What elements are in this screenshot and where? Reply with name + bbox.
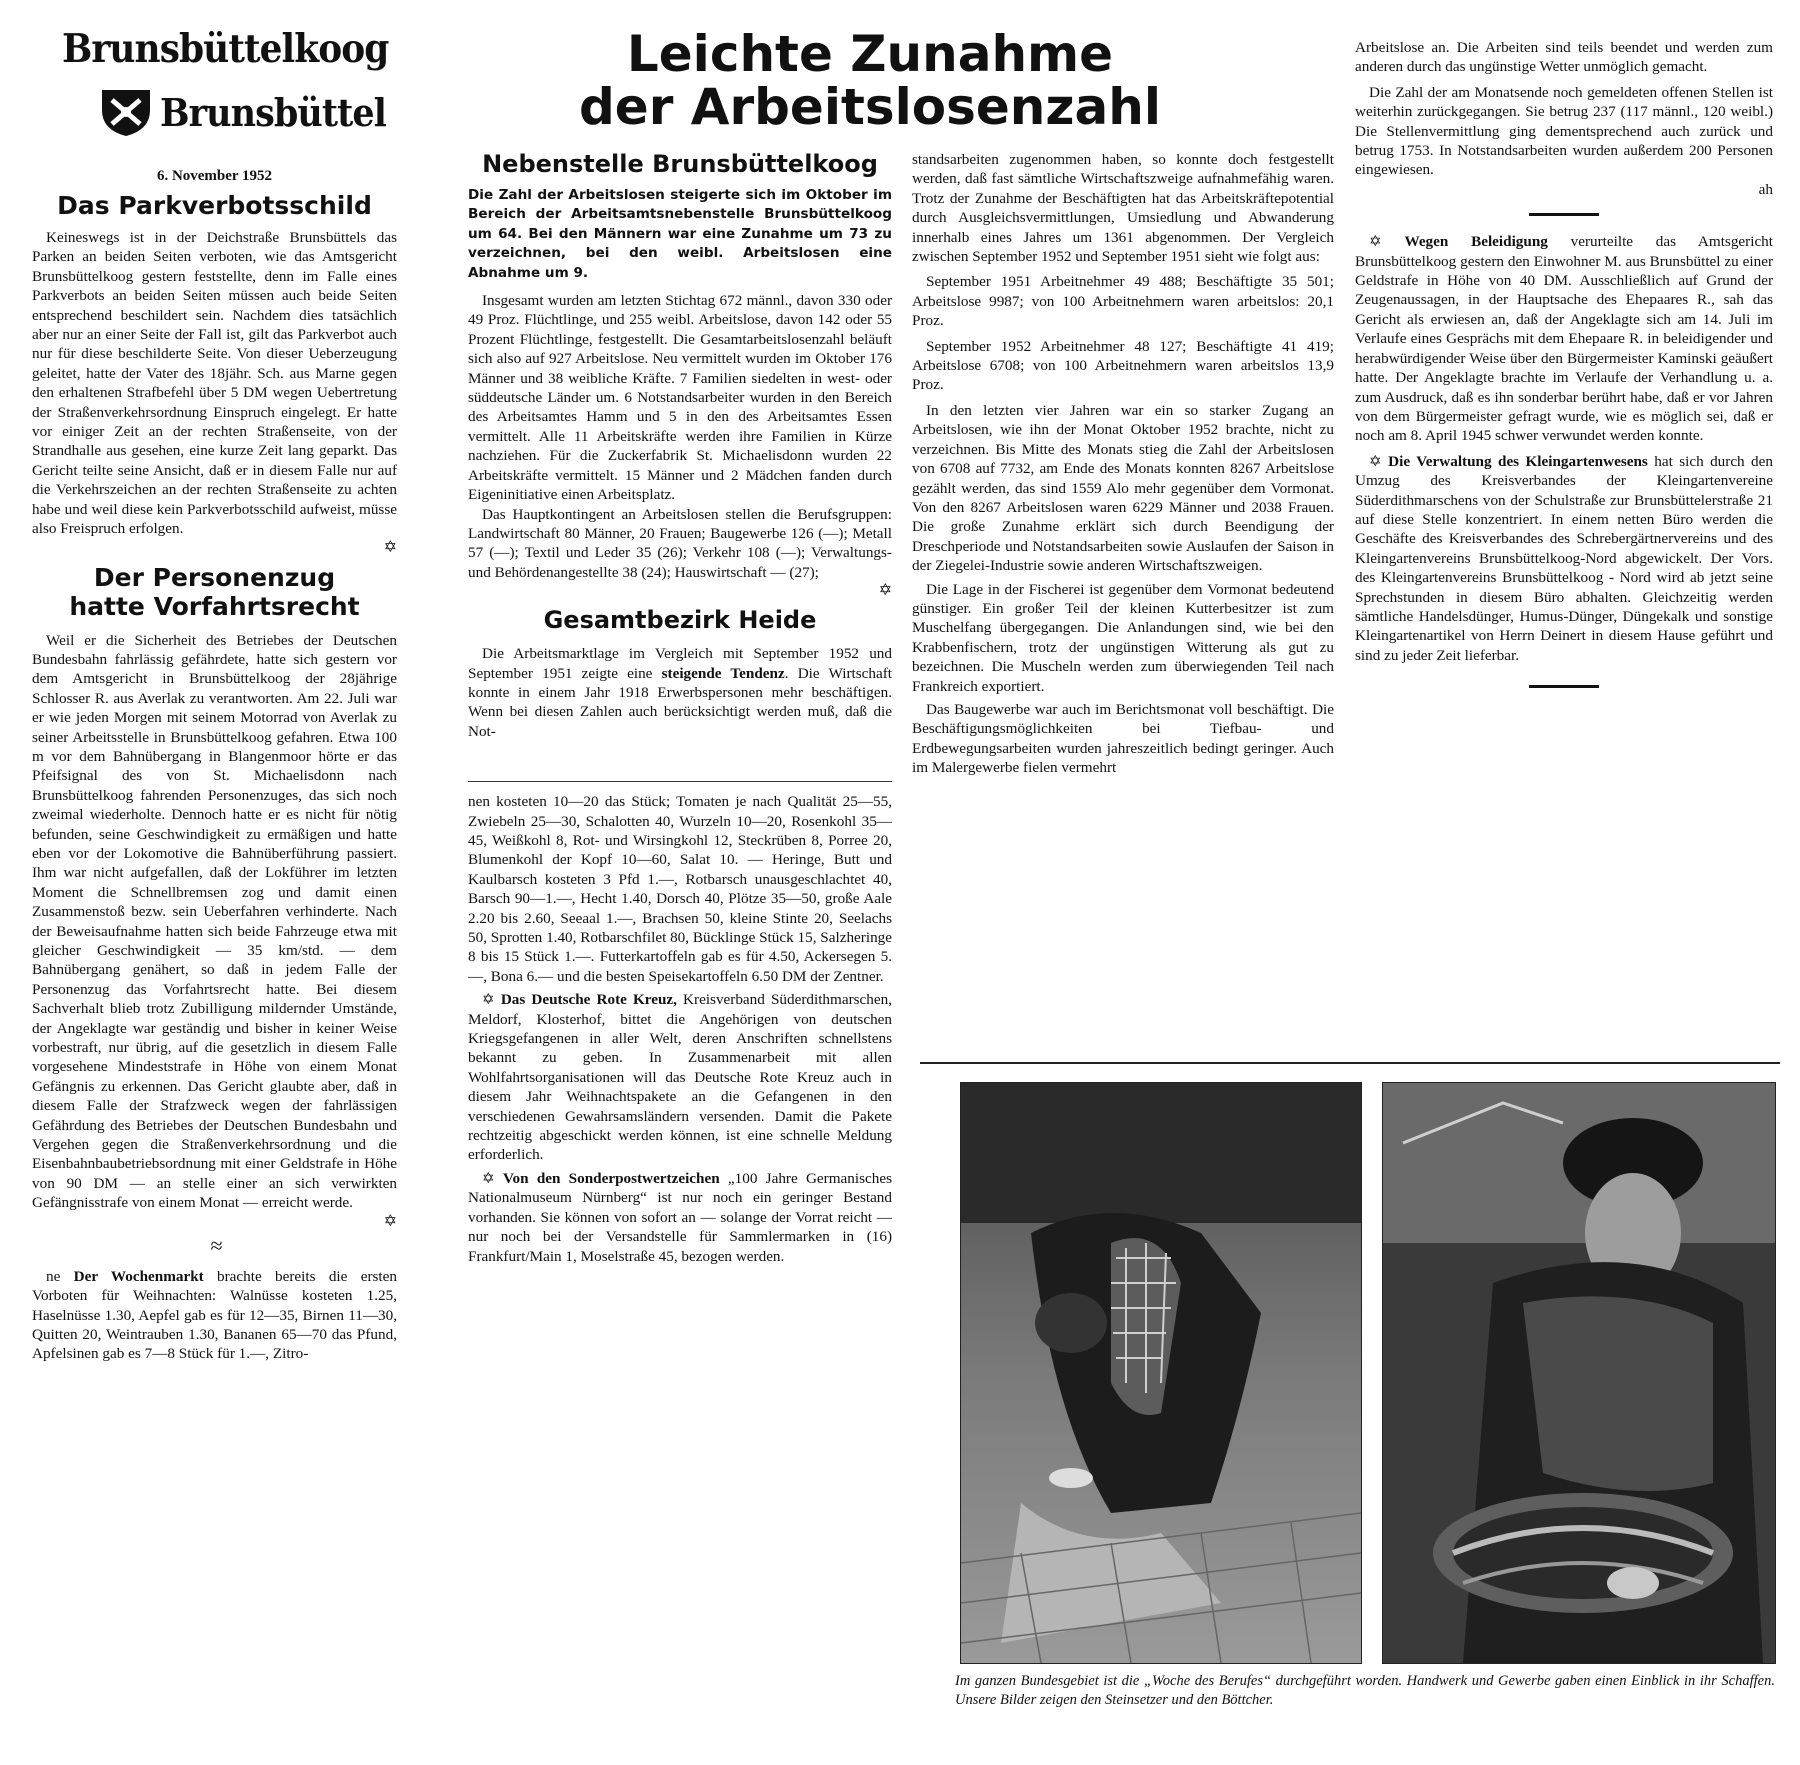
- star-ornament-icon: ✡: [878, 582, 892, 600]
- star-ornament-icon: ✡: [1369, 233, 1405, 251]
- star-ornament-icon: ✡: [482, 991, 501, 1009]
- star-ornament-icon: ✡: [482, 1169, 503, 1187]
- wochenmarkt-lead: ne: [46, 1267, 61, 1285]
- beleidigung-title: Wegen Beleidigung: [1404, 233, 1548, 251]
- star-ornament-icon: ✡: [383, 1212, 397, 1230]
- article-kleingarten: [1355, 452, 1773, 665]
- article-nebenstelle-1: Insgesamt wurden am letzten Stichtag 672 männl., davon 330 oder 49 Proz. Flüchtlinge, und 255 weibl. Arbeitslose, davon 142 oder 55 Prozent Flüchtlinge, festgestellt. Die Gesamtarbeitslosenzahl beläuft sich also auf 927 Arbeitslose. Neu vermittelt wurden im Oktober 176 Männer und 38 weibliche Kräfte. 7 Familien siedelten in west- oder süddeutsche Länder um. 6 Notstandsarbeiter wurden in den Bereich des Arbeitsamtes Hamm und 5 in den des Arbeitsamtes Essen vermittelt. Alle 11 Arbeitskräfte werden ihre Familien in Kürze nachziehen. Für die Zuckerfabrik St. Michaelisdonn wurden 22 Arbeitskräfte vermittelt. 15 Männer und 2 Mädchen fanden durch Eigeninitiative einen Arbeitsplatz.: [468, 292, 892, 504]
- photo-divider-line: [920, 1062, 1780, 1064]
- article-signature: ah: [1758, 180, 1773, 198]
- article-heide: [468, 644, 892, 741]
- column-1: [32, 0, 397, 1364]
- star-ornament-icon: ✡: [383, 538, 397, 556]
- headline-personenzug-1: Der Personenzug: [93, 562, 336, 592]
- masthead: [32, 0, 397, 158]
- kleingarten-text: hat sich durch den Umzug des Kreisverbandes der Kleingartenvereine Süderdithmarschens von der Schulstraße zur Brunsbüttelerstraße 21 auf diese Stelle konzentriert. In einem netten Büro werden die Geschäfte des Kreisverbandes des Schrebergärtnervereins und des Kleingartenvereins Brunsbüttelkoog-Nord abgewickelt. Der Vors. des Kleingartenvereins Brunsbüttelkoog - Nord wird ab jetzt seine Sprechstunden in diesem Büro abhalten. Gleichzeitig werden sämtliche Handelsdünger, Humus-Dünger, Düngekalk und sonstige Kleingartenartikel von Herrn Deinert in diesem Hause geführt und sind zu jeder Zeit lieferbar.: [1355, 452, 1773, 664]
- article-nebenstelle-2: Das Hauptkontingent an Arbeitslosen stellen die Berufsgruppen: Landwirtschaft 80 Männer, 20 Frauen; Baugewerbe 126 (—); Metall 57 (—); Textil und Leder 35 (26); Verkehr 108 (—); Verwaltungs- und Behördenangestellte 38 (24); Hauswirtschaft — (27);: [468, 505, 892, 581]
- masthead-date: 6. November 1952: [156, 168, 273, 184]
- masthead-title-line1: Brunsbüttelkoog: [62, 26, 389, 72]
- article-wochenmarkt-cont: nen kosteten 10—20 das Stück; Tomaten je nach Qualität 25—55, Zwiebeln 25—30, Schalotten 40, Wurzeln 10—20, Rosenkohl 35—45, Weißkohl 8, Rot- und Wirsingkohl 12, Steckrüben 8, Porree 20, Blumenkohl der Kopf 10—60, Salat 10. — Heringe, Butt und Kaulbarsch kosteten 3 Pfd 1.—, Rotbarsch unausgeschlachtet 40, Barsch 90—1.—, Hecht 1.40, Dorsch 40, Plötze 35—50, große Aale 2.20 bis 2.60, Seeaal 1.—, Brachsen 50, kleine Stinte 20, Seelachs 50, Sprotten 1.40, Rotbarschfilet 80, Bücklinge Stück 15, Salzheringe 8 bis 15 Stück 1.—. Futterkartoffeln gab es für 4.50, Ackersegen 5.—, Bona 6.— und die besten Speisekartoffeln 6.50 DM der Zentner.: [468, 793, 892, 985]
- drk-text: Kreisverband Süderdithmarschen, Meldorf, Klosterhof, bittet die Angehörigen von deutschen Kriegsgefangenen in aller Welt, deren Anschriften schnellstens bekannt zu geben. In Zusammenarbeit mit allen Wohlfahrtsorganisationen will das Deutsche Rote Kreuz auch in diesem Jahr Weihnachtspakete an die Gefangenen in den verschiedenen Gewahrsamsländern versenden. Damit die Pakete rechtzeitig abgeschickt werden können, ist eine schnelle Meldung erforderlich.: [468, 991, 892, 1164]
- column-3: [912, 150, 1334, 778]
- article-wochenmarkt: [32, 1267, 397, 1364]
- heide-text-c: . Die Wirtschaft konnte in einem Jahr 1918 Erwerbspersonen mehr beschäftigen. Wenn bei diesen Zahlen auch berücksichtigt werden muß, daß die Not-: [468, 664, 893, 740]
- column-4: [1355, 38, 1773, 702]
- section-divider: ≈: [210, 1232, 219, 1258]
- heide-text-b: steigende Tendenz: [661, 664, 785, 682]
- article-beleidigung: [1355, 232, 1773, 445]
- photo-caption: Im ganzen Bundesgebiet ist die „Woche des Berufes“ durchgeführt worden. Handwerk und Gewerbe gaben einen Einblick in ihr Schaffen. Unsere Bilder zeigen den Steinsetzer und den Böttcher.: [955, 1673, 1775, 1708]
- photo-steinsetzer: [960, 1082, 1362, 1664]
- stats-1951: September 1951 Arbeitnehmer 49 488; Beschäftigte 35 501; Arbeitslose 9987; von 100 Arbeitnehmern waren arbeitslos: 20,1 Proz.: [912, 273, 1334, 330]
- article-parkverbot: Keineswegs ist in der Deichstraße Brunsbüttels das Parken an beiden Seiten verboten, wie das Amtsgericht Brunsbüttelkoog gestern feststellte, denn im Falle eines Parkverbots an beiden Seiten müssen auch beide Seiten entsprechend beschildert sein. Nachdem dies tatsächlich aber nur an einer Seite der Fall ist, gilt das Parkverbot auch nur für diese beschilderte Seite. Von dieser Ueberzeugung geleitet, hatte der Vater des 18jähr. Sch. aus Marne gegen den erhaltenen Strafbefehl über 5 DM wegen Uebertretung der Straßenverkehrsordnung Einspruch eingelegt. Er hatte vor einiger Zeit an der rechten Straßenseite, von der Strandhalle aus gesehen, eine kurze Zeit lang geparkt. Das Gericht teilte seine Ansicht, daß er in diesem Falle nur auf die Verkehrszeichen an der rechten Straßenseite zu achten habe und weil diese kein Parkverbotsschild aufweist, müsse also Freispruch erfolgen.: [32, 229, 397, 538]
- wochenmarkt-text: brachte bereits die ersten Vorboten für Weihnachten: Walnüsse kosteten 1.25, Haselnüsse 1.30, Aepfel gab es für 12—35, Birnen 11—30, Quitten 20, Weintrauben 1.30, Bananen 65—70 das Pfund, Apfelsinen gab es 7—8 Stück für 1.—, Zitro-: [32, 1267, 397, 1363]
- article-baugewerbe: Das Baugewerbe war auch im Berichtsmonat voll beschäftigt. Die Beschäftigungsmöglichkeiten bei Tiefbau- und Erdbewegungsarbeiten wurden jahreszeitlich bedingt geringer. Auch im Malergewerbe fielen vermehrt: [912, 700, 1334, 777]
- headline-heide: Gesamtbezirk Heide: [543, 606, 817, 635]
- column-2: [468, 150, 892, 1266]
- stats-1952: September 1952 Arbeitnehmer 48 127; Beschäftigte 41 419; Arbeitslose 6708; von 100 Arbeitnehmern waren arbeitslos 13,9 Proz.: [912, 337, 1334, 394]
- headline-nebenstelle: Nebenstelle Brunsbüttelkoog: [482, 150, 878, 178]
- article-personenzug: Weil er die Sicherheit des Betriebes der Deutschen Bundesbahn fahrlässig gefährdete, hatte sich gestern vor dem Amtsgericht in Brunsbüttelkoog der 28jährige Schlosser R. aus Averlak zu verantworten. Am 22. Juli war er wie jeden Morgen mit seinem Motorrad von Averlak zu seiner Arbeitsstelle in Brunsbüttelkoog gefahren. Etwa 100 m vor dem Bahnübergang in Blangenmoor hörte er das Pfeifsignal des von St. Michaelisdonn nach Brunsbüttelkoog fahrenden Personenzuges, das sich noch zweimal wiederholte. Dennoch hatte er es nicht für nötig befunden, seine Geschwindigkeit zu ermäßigen und hatte eben vor der Lokomotive die Bahnüberführung passiert. Ihm war nicht aufgefallen, daß der Lokführer im letzten Moment die Schnellbremsen zog und damit einen Zusammenstoß bezw. sein Ueberfahren verhinderte. Nach der Beweisaufnahme hatten sich beide Fahrzeuge etwa mit gleicher Geschwindigkeit — 35 km/std. — dem Bahnübergang genähert, so daß in jedem Falle der Personenzug das Vorfahrtsrecht hatte. Bei diesem Sachverhalt blieb trotz Zubilligung mildernder Umstände, der Angeklagte war geständig und bisher in keiner Weise vorbestraft, nur übrig, auf die gesetzlich in diesem Falle vorgesehene Mindeststrafe in Höhe von einem Monat Gefängnis zu erkennen. Das Gericht glaubte aber, daß in diesem Falle der Strafzweck wegen der fahrlässigen Gefährdung des Betriebes der Deutschen Bundesbahn und Vergehen gegen die Straßenverkehrsordnung und die Eisenbahnbaubetriebsordnung mit einer Geldstrafe in Höhe von 90 DM — an stelle einer an sich verwirkten Gefängnisstrafe von einem Monat — erreicht werde.: [32, 631, 397, 1212]
- drk-title: Das Deutsche Rote Kreuz,: [500, 991, 677, 1009]
- beleidigung-text: verurteilte das Amtsgericht Brunsbüttelkoog gestern den Einwohner M. aus Brunsbüttel zu einer Geldstrafe in Höhe von 40 DM. Ausschließlich auf Grund der Zeugenaussagen, in der Hauptsache des Ehepaares R., sah das Gericht als erwiesen an, daß der Angeklagte sich am 14. Juli im Verlaufe eines Gesprächs mit dem Ehepaare R. in beleidigender und herabwürdigender Weise über den Bürgermeister Kaminski geäußert hatte. Der Angeklagte brachte im Verlaufe der Verhandlung u. a. zum Ausdruck, daß es ihn sonderbar berührt habe, daß er vor Jahren von dem Bürgermeister gefragt wurde, wie es möglich sei, daß er noch am 8. April 1945 schwer verwundet werden konnte.: [1355, 233, 1773, 445]
- headline-personenzug-2: hatte Vorfahrtsrecht: [69, 591, 360, 621]
- main-headline: [480, 25, 1260, 136]
- article-heide-cont: standsarbeiten zugenommen haben, so konnte doch festgestellt werden, daß fast sämtliche Wirtschaftszweige aufnahmefähig waren. Trotz der Zunahme der Beschäftigten hat das Arbeitskräftepotential durch Ausgleichsvermittlungen, Umsiedlung und Abwanderung innerhalb eines Jahres um 1361 abgenommen. Der Vergleich zwischen September 1952 und September 1951 sieht wie folgt aus:: [912, 151, 1334, 266]
- coat-of-arms-icon: [98, 84, 154, 138]
- article-sonderpost: [468, 1169, 892, 1266]
- masthead-title-line2: Brunsbüttel: [160, 90, 387, 135]
- section-divider: [1529, 213, 1599, 216]
- article-arbeiten: Arbeitslose an. Die Arbeiten sind teils beendet und werden zum anderen durch das ungünstige Wetter unmöglich gemacht.: [1355, 39, 1773, 76]
- star-ornament-icon: ✡: [1369, 452, 1389, 470]
- article-fischerei: Die Lage in der Fischerei ist gegenüber dem Vormonat bedeutend günstiger. Ein großer Teil der kleinen Kutterbesitzer ist zum Muschelfang übergegangen. Die Anlandungen sind, wie bei den Krabbenfischern, trotz der ungünstigen Witterung als gut zu bezeichnen. Die Muscheln werden zum überwiegenden Teil nach Frankreich exportiert.: [912, 580, 1334, 695]
- article-zugang: In den letzten vier Jahren war ein so starker Zugang an Arbeitslosen, wie ihn der Monat Oktober 1952 brachte, nicht zu verzeichnen. Bis Mitte des Monats stieg die Zahl der Arbeitslosen von 6708 auf 7732, am Ende des Monats konnten 8267 Arbeitslose gezählt werden, das sind 1559 Alo mehr gegenüber dem Vormonat. Von den 8267 Arbeitslosen waren 6229 Männer und 2038 Frauen. Die große Zunahme erklärt sich durch Beendigung der Dreschperiode und Notstandsarbeiten sowie Auslaufen der Saison in der Ziegelei-Industrie sowie anderen Wirtschaftszweigen.: [912, 401, 1334, 575]
- article-stellen: Die Zahl der am Monatsende noch gemeldeten offenen Stellen ist weiterhin zurückgegangen. Sie betrug 237 (117 männl., 120 weibl.) Die Stellenvermittlung ging dementsprechend auch zurück und betrug 1753. In Notstandsarbeiten wurden außerdem 200 Personen eingewiesen.: [1355, 83, 1773, 179]
- wochenmarkt-title: Der Wochenmarkt: [73, 1267, 204, 1285]
- main-headline-line2: der Arbeitslosenzahl: [579, 78, 1161, 136]
- kleingarten-title: Die Verwaltung des Kleingartenwesens: [1388, 452, 1648, 470]
- section-divider: [1529, 685, 1599, 688]
- article-drk: [468, 990, 892, 1165]
- heide-text-a: Die Arbeitsmarktlage im Vergleich mit September 1952 und September 1951 zeigte eine: [468, 645, 892, 682]
- sonderpost-text: „100 Jahre Germanisches Nationalmuseum Nürnberg“ ist nur noch ein geringer Bestand vorhanden. Sie können von sofort an — solange der Vorrat reicht — nur noch bei der Versandstelle für Sammlermarken in (16) Frankfurt/Main 1, Moselstraße 45, bezogen werden.: [468, 1169, 892, 1265]
- photo-boettcher: [1382, 1082, 1776, 1664]
- headline-parkverbot: Das Parkverbotsschild: [57, 191, 372, 220]
- article-lead: Die Zahl der Arbeitslosen steigerte sich im Oktober im Bereich der Arbeitsamtsnebenstelle Brunsbüttelkoog um 64. Bei den Männern war eine Zunahme um 73 zu verzeichnen, bei den weibl. Arbeitslosen eine Abnahme um 9.: [468, 187, 892, 281]
- sonderpost-title: Von den Sonderpostwertzeichen: [502, 1169, 720, 1187]
- main-headline-line1: Leichte Zunahme: [626, 25, 1114, 83]
